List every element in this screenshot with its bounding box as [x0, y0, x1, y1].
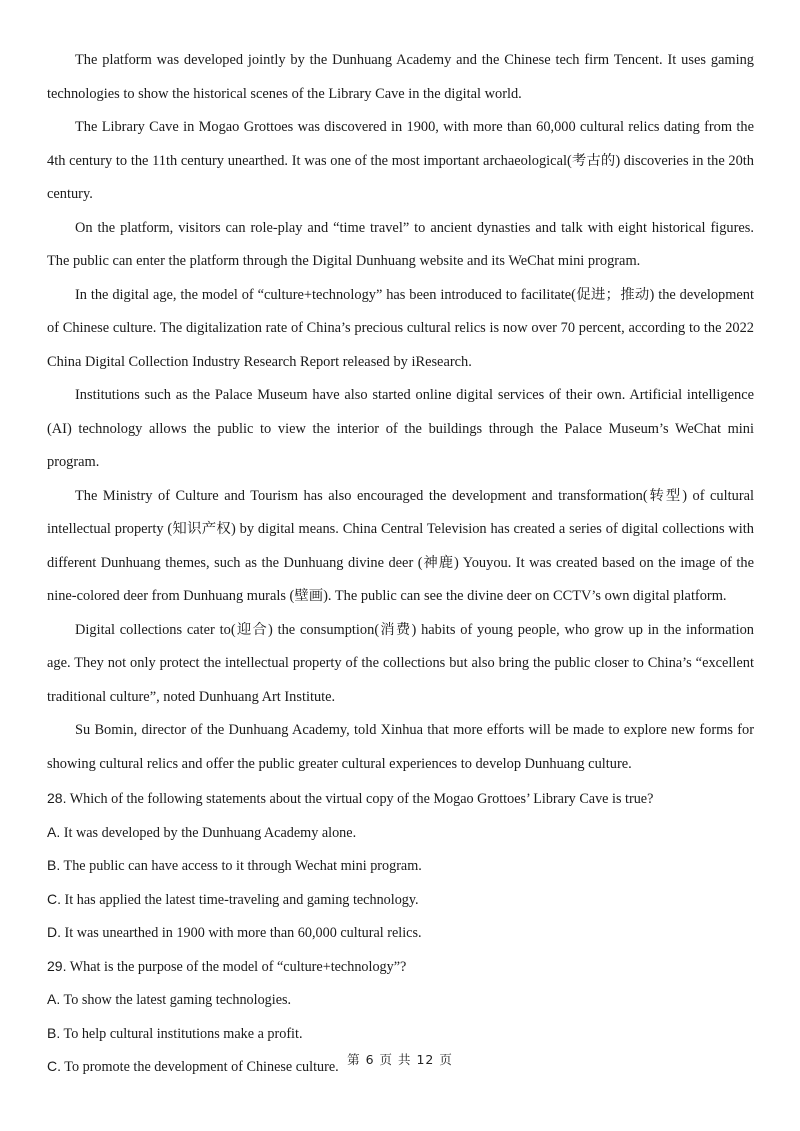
question-number: 29. — [47, 957, 67, 974]
question-section — [47, 782, 754, 1084]
question-stem — [47, 950, 754, 984]
passage-paragraph: Institutions such as the Palace Museum have also started online digital services of their own. Artificial intelligence (AI) technology allows the public to view the interior of the buildings through the Palace Museum’s WeChat mini program. — [47, 387, 754, 470]
option-text: It was unearthed in 1900 with more than 60,000 cultural relics. — [61, 925, 422, 941]
option-text: It has applied the latest time-traveling and gaming technology. — [61, 891, 419, 908]
question-28 — [47, 782, 754, 950]
document-page — [47, 44, 754, 1084]
reading-passage — [47, 44, 754, 781]
passage-paragraph: On the platform, visitors can role-play and “time travel” to ancient dynasties and talk with eight historical figures. The public can enter the platform through the Digital Dunhuang website and its WeChat mini program. — [47, 219, 754, 269]
option-text: The public can have access to it through Wechat mini program. — [60, 858, 422, 874]
answer-option — [47, 849, 754, 883]
answer-option — [47, 816, 754, 850]
question-number: 28. — [47, 790, 67, 806]
passage-paragraph: The platform was developed jointly by the Dunhuang Academy and the Chinese tech firm Tencent. It uses gaming technologies to show the historical scenes of the Library Cave in the digital world. — [47, 52, 754, 102]
question-text: Which of the following statements about the virtual copy of the Mogao Grottoes’ Library Cave is true? — [66, 791, 654, 807]
passage-paragraph: Digital collections cater to(迎合) the consumption(消费) habits of young people, who grow up in the information age. They not only protect the intellectual property of the collections but also bring the public closer to China’s “excellent traditional culture”, noted Dunhuang Art Institute. — [47, 621, 754, 705]
passage-paragraph: In the digital age, the model of “culture+technology” has been introduced to facilitate(促进；推动) the development of Chinese culture. The digitalization rate of China’s precious cultural relics is now over 70 percent, according to the 2022 China Digital Collection Industry Research Report released by iResearch. — [47, 286, 754, 370]
passage-paragraph: Su Bomin, director of the Dunhuang Academy, told Xinhua that more efforts will be made to explore new forms for showing cultural relics and offer the public greater cultural experiences to develop Dunhuang culture. — [47, 722, 754, 772]
option-text: It was developed by the Dunhuang Academy alone. — [60, 824, 357, 841]
passage-paragraph: The Library Cave in Mogao Grottoes was discovered in 1900, with more than 60,000 cultural relics dating from the 4th century to the 11th century unearthed. It was one of the most important archaeological(考古的) discoveries in the 20th century. — [47, 119, 754, 202]
page-number-footer: 第 6 页 共 12 页 — [347, 1052, 453, 1067]
option-letter: B. — [47, 1024, 61, 1041]
question-text: What is the purpose of the model of “culture+technology”? — [66, 958, 407, 975]
option-text: To help cultural institutions make a profit. — [60, 1025, 303, 1042]
answer-option — [47, 983, 754, 1017]
option-letter: C. — [47, 1058, 61, 1074]
passage-paragraph: The Ministry of Culture and Tourism has also encouraged the development and transformation(转型) of cultural intellectual property (知识产权) by digital means. China Central Television has created a series of digital collections with different Dunhuang themes, such as the Dunhuang divine deer (神鹿) Youyou. It was created based on the image of the nine-colored deer from Dunhuang murals (壁画). The public can see the divine deer on CCTV’s own digital platform. — [47, 487, 754, 604]
option-text: To show the latest gaming technologies. — [60, 992, 292, 1008]
option-letter: A. — [47, 991, 61, 1007]
answer-option — [47, 1017, 754, 1051]
option-letter: D. — [47, 924, 61, 940]
question-stem — [47, 782, 754, 816]
option-letter: C. — [47, 890, 61, 907]
answer-option — [47, 883, 754, 917]
option-text: To promote the development of Chinese culture. — [61, 1059, 339, 1075]
option-letter: B. — [47, 857, 61, 873]
answer-option — [47, 916, 754, 950]
option-letter: A. — [47, 823, 61, 840]
